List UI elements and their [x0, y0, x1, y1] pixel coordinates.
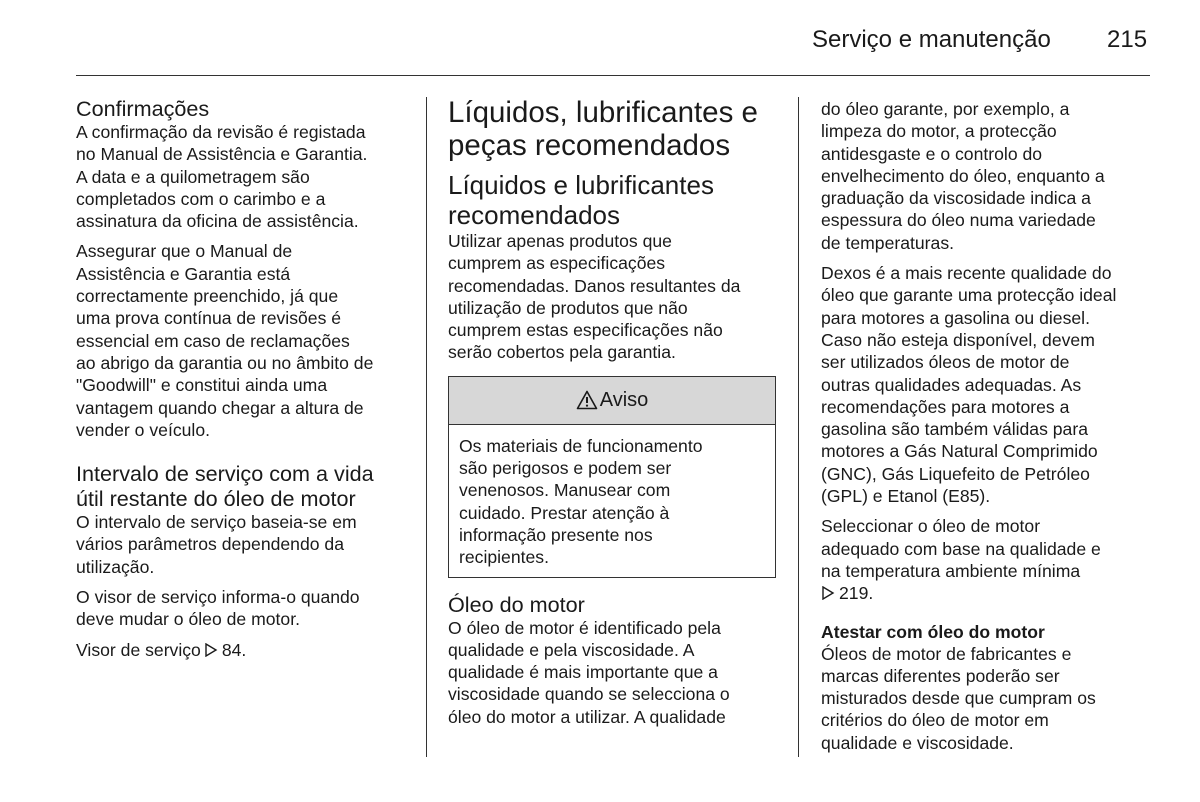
- service-display-page-link[interactable]: 84.: [221, 639, 247, 660]
- service-interval-paragraph-2: O visor de serviço informa-o quando deve mudar o óleo de motor.: [76, 587, 360, 630]
- service-display-reference: Visor de serviço 84.: [76, 639, 247, 660]
- section-subtitle: Líquidos e lubrificantes recomendados: [448, 170, 714, 230]
- confirmations-paragraph-2: Assegurar que o Manual de Assistência e Garantia está correctamente preenchido, já que uma prova contínua de revisões é essencial em caso de reclamações ao abrigo da garantia ou no âmbito de "Goodwill" e constitui ainda uma vantagem quando chegar a altura de vender o veículo.: [76, 241, 374, 440]
- section-title: Líquidos, lubrificantes e peças recomendados: [448, 96, 758, 162]
- confirmations-paragraph-1: A confirmação da revisão é registada no Manual de Assistência e Garantia. A data e a quilometragem são completados com o carimbo e a assinatura da oficina de assistência.: [76, 122, 368, 232]
- column-divider-2: [798, 97, 799, 757]
- page-reference-arrow-icon: [204, 643, 218, 657]
- running-header-title: Serviço e manutenção: [812, 26, 1051, 53]
- page-number: 215: [1107, 26, 1148, 53]
- dexos-paragraph: Dexos é a mais recente qualidade do óleo que garante uma protecção ideal para motores a gasolina ou diesel. Caso não esteja disponível, devem ser utilizados óleos de motor de outras qualidades adequadas. As recomendações para motores a gasolina são também válidas para motores a Gás Natural Comprimido (GNC), Gás Liquefeito de Petróleo (GPL) e Etanol (E85).: [821, 263, 1117, 507]
- warning-triangle-icon: [576, 390, 598, 410]
- column-3: [821, 98, 1153, 754]
- top-up-oil-paragraph: Óleos de motor de fabricantes e marcas diferentes poderão ser misturados desde que cumpram os critérios do óleo de motor em qualidade e viscosidade.: [821, 643, 1096, 753]
- select-oil-paragraph: Seleccionar o óleo de motor adequado com base na qualidade e na temperatura ambiente mínima 219.: [821, 516, 1101, 604]
- engine-oil-heading: Óleo do motor: [448, 591, 585, 617]
- column-2: [448, 96, 780, 728]
- top-up-oil-heading: Atestar com óleo do motor: [821, 621, 1045, 642]
- warning-text: Os materiais de funcionamento são perigosos e podem ser venenosos. Manusear com cuidado. Prestar atenção à informação presente nos recipientes.: [459, 435, 703, 568]
- warning-header: [449, 377, 775, 425]
- engine-oil-paragraph: O óleo de motor é identificado pela qualidade e pela viscosidade. A qualidade é mais importante que a viscosidade quando se selecciona o óleo do motor a utilizar. A qualidade: [448, 617, 730, 727]
- column-divider-1: [426, 97, 427, 757]
- oil-quality-paragraph: do óleo garante, por exemplo, a limpeza do motor, a protecção antidesgaste e o controlo do envelhecimento do óleo, enquanto a graduação da viscosidade indica a espessura do óleo numa variedade de temperaturas.: [821, 99, 1105, 253]
- service-interval-heading: Intervalo de serviço com a vida útil restante do óleo de motor: [76, 461, 374, 512]
- intro-paragraph: Utilizar apenas produtos que cumprem as especificações recomendadas. Danos resultantes da utilização de produtos que não cumprem estas especificações não serão cobertos pela garantia.: [448, 231, 741, 363]
- header-divider: [76, 75, 1150, 76]
- engine-oil-page-link[interactable]: 219.: [839, 583, 874, 604]
- column-1: [76, 96, 411, 661]
- warning-title: Aviso: [599, 389, 649, 412]
- confirmations-heading: Confirmações: [76, 96, 210, 121]
- page-reference-arrow-icon: [821, 586, 835, 600]
- warning-box: [448, 376, 776, 578]
- service-interval-paragraph-1: O intervalo de serviço baseia-se em vários parâmetros dependendo da utilização.: [76, 512, 357, 577]
